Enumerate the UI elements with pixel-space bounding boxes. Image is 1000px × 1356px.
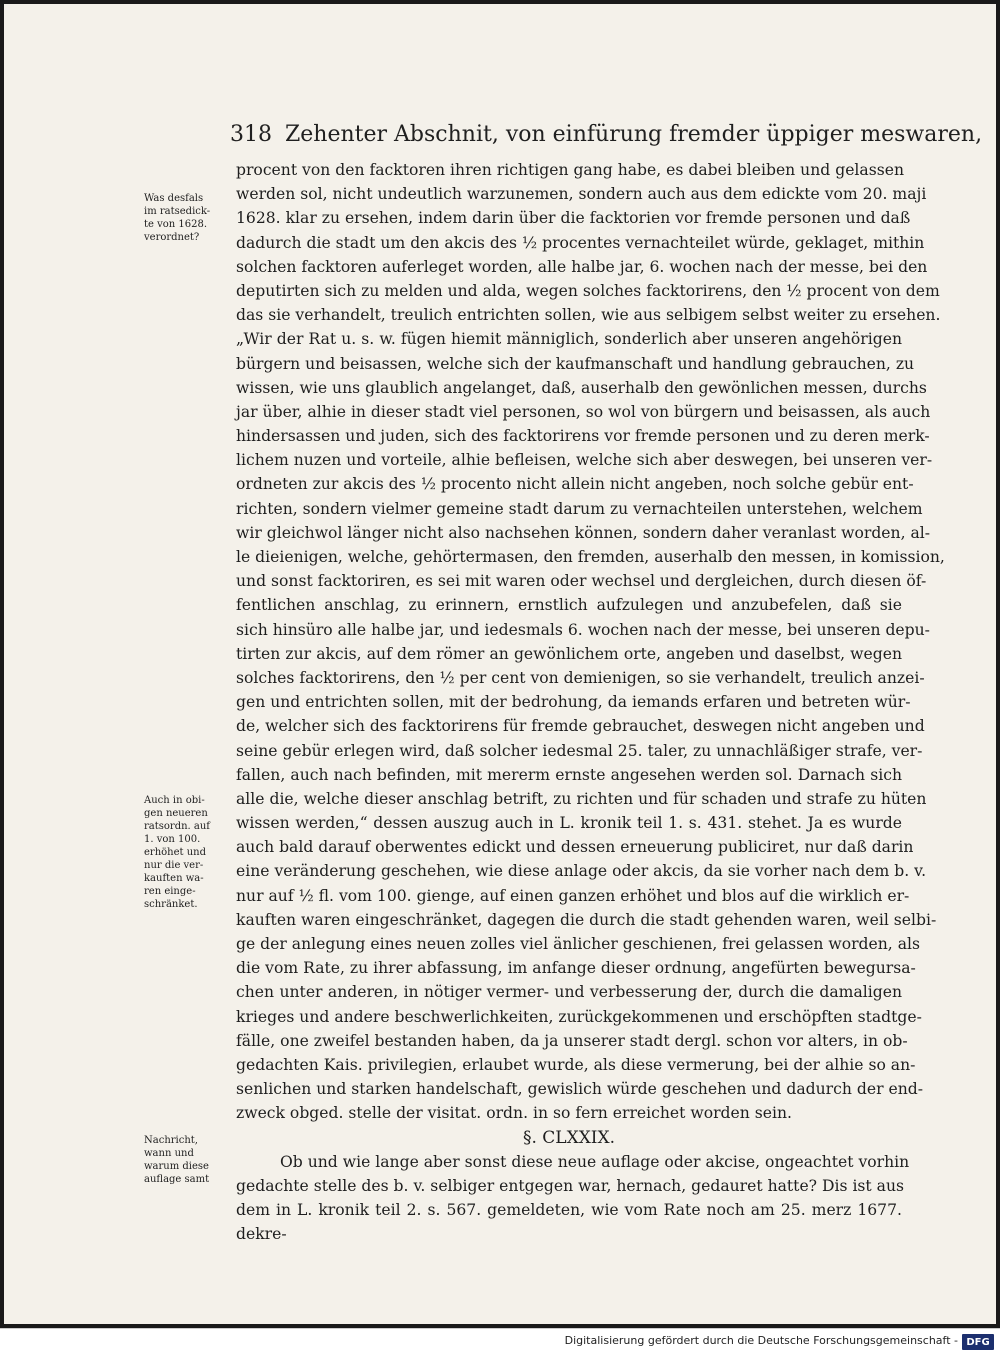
body-line-5: solchen facktoren auferleget worden, alle halbe jar, 6. wochen nach der messe, bei den xyxy=(236,257,928,276)
body-line-17: le dieienigen, welche, gehörtermasen, den fremden, auserhalb den messen, in komission, xyxy=(236,548,945,566)
section-heading: §. CLXXIX. xyxy=(522,1127,616,1148)
body-line-2: werden sol, nicht undeutlich warzunemen, sondern auch aus dem edickte vom 20. maji xyxy=(236,185,927,204)
body-line-13: lichem nuzen und vorteile, alhie befleisen, welche sich aber deswegen, bei unseren ver- xyxy=(236,451,933,470)
body-line-36: krieges und andere beschwerlichkeiten, zurückgekommenen und erschöpften stadtge- xyxy=(236,1007,922,1026)
body-line-26: fallen, auch nach befinden, mit mererm ernste angesehen werden sol. Darnach sich xyxy=(236,765,902,784)
body-line-21: tirten zur akcis, auf dem römer an gewönlichem orte, angeben und daselbst, wegen xyxy=(236,644,902,663)
body-line-18: und sonst facktoriren, es sei mit waren oder wechsel und dergleichen, durch diesen öf- xyxy=(236,572,927,591)
body-line-14: ordneten zur akcis des ½ procento nicht allein nicht angeben, noch solche gebür ent- xyxy=(236,475,914,494)
body-line-after-1: Ob und wie lange aber sonst diese neue auflage oder akcise, ongeachtet vorhin xyxy=(280,1152,910,1171)
body-line-23: gen und entrichten sollen, mit der bedrohung, da iemands erfaren und betreten wür- xyxy=(236,693,911,712)
margin-note-1: Was desfals im ratsedick- te von 1628. verordnet? xyxy=(144,193,211,243)
body-line-after-3: dem in L. kronik teil 2. s. 567. gemeldeten, wie vom Rate noch am 25. merz 1677. xyxy=(236,1201,902,1220)
body-line-31: nur auf ½ fl. vom 100. gienge, auf einen ganzen erhöhet und blos auf die wirklich er- xyxy=(236,886,910,905)
body-line-40: zweck obged. stelle der visitat. ordn. in so fern erreichet worden sein. xyxy=(236,1104,792,1123)
body-line-37: fälle, one zweifel bestanden haben, da ja unserer stadt dergl. schon vor alters, in ob- xyxy=(236,1031,908,1050)
margin-note-3: Nachricht, wann und warum diese auflage samt xyxy=(144,1135,210,1185)
body-line-22: solches facktorirens, den ½ per cent von demienigen, so sie verhandelt, treulich anzei- xyxy=(236,668,925,687)
footer-bar xyxy=(0,1328,1000,1356)
body-line-11: jar über, alhie in dieser stadt viel personen, so wol von bürgern und beisassen, als auch xyxy=(236,402,931,421)
footer-credit: Digitalisierung gefördert durch die Deutsche Forschungsgemeinschaft - xyxy=(564,1334,958,1347)
body-line-35: chen unter anderen, in nötiger vermer- und verbesserung der, durch die damaligen xyxy=(236,983,902,1002)
dfg-logo: DFG xyxy=(962,1334,994,1350)
body-line-39: senlichen und starken handelschaft, gewislich würde geschehen und dadurch der end- xyxy=(236,1080,924,1099)
margin-note-2: Auch in obi- gen neueren ratsordn. auf 1. von 100. erhöhet und nur die ver- kauften wa- ren einge- schränket. xyxy=(144,795,210,910)
body-line-after-2: gedachte stelle des b. v. selbiger entgegen war, hernach, gedauret hatte? Dis ist aus xyxy=(236,1176,904,1195)
body-line-32: kauften waren eingeschränket, dagegen die durch die stadt gehenden waren, weil selbi- xyxy=(236,910,937,929)
body-line-28: wissen werden,“ dessen auszug auch in L. kronik teil 1. s. 431. stehet. Ja es wurde xyxy=(236,814,902,833)
body-line-25: seine gebür erlegen wird, daß solcher iedesmal 25. taler, zu unnachläßiger strafe, ver- xyxy=(236,741,923,760)
body-line-12: hindersassen und juden, sich des facktorirens vor fremde personen und zu deren merk- xyxy=(236,427,930,446)
body-text xyxy=(236,158,945,1246)
body-line-34: die vom Rate, zu ihrer abfassung, im anfange dieser ordnung, angefürten bewegursa- xyxy=(236,959,916,978)
page-number: 318 xyxy=(230,122,272,147)
body-line-24: de, welcher sich des facktorirens für fremde gebrauchet, deswegen nicht angeben und xyxy=(236,717,925,736)
body-line-19: fentlichen anschlag, zu erinnern, ernstlich aufzulegen und anzubefelen, daß sie xyxy=(236,596,902,615)
body-line-3: 1628. klar zu ersehen, indem darin über die facktorien vor fremde personen und daß xyxy=(236,209,911,228)
body-line-30: eine veränderung geschehen, wie diese anlage oder akcis, da sie vorher nach dem b. v. xyxy=(236,862,927,881)
body-line-16: wir gleichwol länger nicht also nachsehen können, sondern daher veranlast worden, al- xyxy=(236,523,931,542)
body-line-27: alle die, welche dieser anschlag betrift, zu richten und für schaden und strafe zu hüten xyxy=(236,789,927,808)
body-line-20: sich hinsüro alle halbe jar, und iedesmals 6. wochen nach der messe, bei unseren depu- xyxy=(236,620,930,639)
body-line-6: deputirten sich zu melden und alda, wegen solches facktorirens, den ½ procent von dem xyxy=(236,281,940,300)
body-line-38: gedachten Kais. privilegien, erlaubet wurde, als diese vermerung, bei der alhie so an- xyxy=(236,1055,916,1074)
body-line-after-4: dekre- xyxy=(236,1225,287,1244)
body-line-9: bürgern und beisassen, welche sich der kaufmanschaft und handlung gebrauchen, zu xyxy=(236,354,915,373)
body-line-33: ge der anlegung eines neuen zolles viel änlicher geschienen, frei gelassen worden, als xyxy=(236,935,921,953)
body-line-1: procent von den facktoren ihren richtigen gang habe, es dabei bleiben und gelassen xyxy=(236,161,904,179)
body-line-4: dadurch die stadt um den akcis des ½ procentes vernachteilet würde, geklaget, mithin xyxy=(236,233,925,252)
body-line-8: „Wir der Rat u. s. w. fügen hiemit männiglich, sonderlich aber unseren angehörigen xyxy=(236,330,902,349)
running-head xyxy=(230,122,983,150)
body-line-10: wissen, wie uns glaublich angelanget, daß, auserhalb den gewönlichen messen, durchs xyxy=(236,378,927,397)
chapter-title: Zehenter Abschnit, von einfürung fremder üppiger meswaren, xyxy=(285,122,983,147)
body-line-7: das sie verhandelt, treulich entrichten sollen, wie aus selbigem selbst weiter zu ersehen. xyxy=(236,306,941,325)
body-line-29: auch bald darauf oberwentes edickt und dessen erneuerung publiciret, nur daß darin xyxy=(236,838,914,857)
body-line-15: richten, sondern vielmer gemeine stadt darum zu vernachteilen unterstehen, welchem xyxy=(236,499,923,518)
scanned-page xyxy=(4,4,996,1324)
